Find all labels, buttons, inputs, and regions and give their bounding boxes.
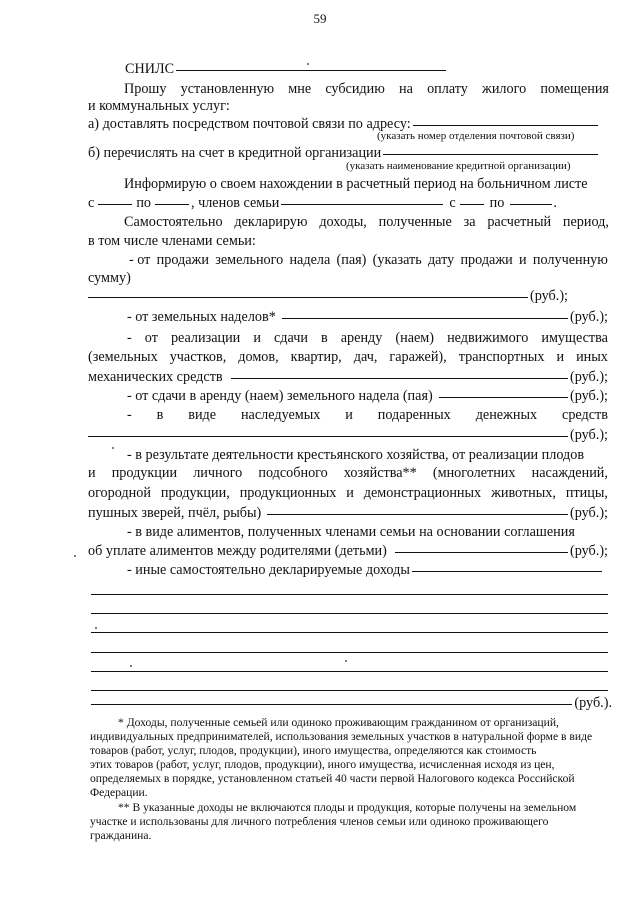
sick-leave-line-1: Информирую о своем нахождении в расчетный период на больничном листе: [124, 176, 588, 192]
land-plots-amount-field[interactable]: [282, 317, 568, 319]
blank-line-2[interactable]: [91, 613, 608, 614]
blank-line-4[interactable]: [91, 652, 608, 653]
snils-row: [125, 62, 448, 76]
declare-line-1: Самостоятельно декларирую доходы, полученные за расчетный период,: [124, 214, 609, 230]
scan-speck: [130, 665, 132, 667]
sick-to-field[interactable]: [155, 203, 189, 205]
option-b-label: б) перечислять на счет в кредитной организации: [88, 145, 382, 161]
family-members-field[interactable]: [281, 203, 443, 205]
footnote-1-line-6: Федерации.: [90, 786, 148, 799]
scan-speck: [95, 627, 97, 629]
option-a-label: а) доставлять посредством почтовой связи по адресу:: [88, 116, 411, 132]
alimony-row: об уплате алиментов между родителями (детьми) (руб.);: [88, 543, 608, 559]
option-b-row: [88, 146, 600, 160]
realty-line-2: (земельных участков, домов, квартир, дач, гаражей), транспортных и иных: [88, 349, 608, 365]
scan-speck: [74, 555, 76, 557]
rent-plot-amount-field[interactable]: [439, 396, 568, 398]
farm-line-2: и продукции личного подсобного хозяйства** (многолетних насаждений,: [88, 465, 608, 481]
other-income-row: - иные самостоятельно декларируемые доходы: [127, 563, 604, 577]
sick-leave-row: с по , членов семьи с по .: [88, 195, 557, 211]
footnote-1-line-5: определяемых в порядке, установленном статьей 40 части первой Налогового кодекса Российской: [90, 772, 575, 785]
footnote-2-line-2: участке и использованы для личного потребления членов семьи или одиноко проживающего: [90, 815, 549, 828]
footnote-2-line-1: ** В указанные доходы не включаются плоды и продукция, которые получены на земельном: [118, 801, 577, 814]
final-amount-field[interactable]: [91, 703, 572, 705]
rent-plot-row: - от сдачи в аренду (наем) земельного надела (пая) (руб.);: [127, 388, 608, 404]
footnote-1-line-1: * Доходы, полученные семьей или одиноко проживающим гражданином от организаций,: [118, 716, 559, 729]
option-b-hint: (указать наименование кредитной организации): [346, 160, 571, 172]
land-sale-amount-field[interactable]: [88, 296, 528, 298]
blank-line-1[interactable]: [91, 594, 608, 595]
scan-speck: [345, 660, 347, 662]
footnote-1-line-4: этих товаров (работ, услуг, плодов, продукции), иного имущества, исчисленная исходя из цен,: [90, 758, 555, 771]
inherit-amount-field[interactable]: [88, 435, 568, 437]
blank-line-6[interactable]: [91, 690, 608, 691]
inherit-line-1: - в виде наследуемых и подаренных денежных средств: [127, 407, 608, 423]
alimony-amount-field[interactable]: [395, 551, 568, 553]
realty-row: механических средств (руб.);: [88, 369, 608, 385]
members-from-field[interactable]: [460, 203, 484, 205]
inherit-amount-row: (руб.);: [88, 428, 608, 442]
request-line-2: и коммунальных услуг:: [88, 98, 230, 114]
footnote-2-line-3: гражданина.: [90, 829, 152, 842]
scan-speck: [307, 63, 309, 65]
final-amount-row: (руб.).: [91, 696, 612, 710]
farm-amount-field[interactable]: [267, 513, 568, 515]
realty-line-1: - от реализации и сдачи в аренду (наем) недвижимого имущества: [127, 330, 608, 346]
land-sale-amount-row: (руб.);: [88, 289, 568, 303]
snils-label: СНИЛС: [125, 61, 175, 77]
land-sale-line-1: - от продажи земельного надела (пая) (указать дату продажи и полученную: [129, 252, 608, 268]
postal-address-field[interactable]: [413, 124, 598, 126]
alimony-line-1: - в виде алиментов, полученных членами семьи на основании соглашения: [127, 524, 575, 540]
scan-speck: [112, 447, 114, 449]
land-sale-line-2: сумму): [88, 270, 131, 286]
other-income-field[interactable]: [412, 570, 602, 572]
blank-line-5[interactable]: [91, 671, 608, 672]
blank-line-3[interactable]: [91, 632, 608, 633]
farm-line-1: - в результате деятельности крестьянского хозяйства, от реализации плодов: [127, 447, 585, 463]
members-to-field[interactable]: [510, 203, 552, 205]
snils-field[interactable]: [176, 69, 446, 71]
land-plots-row: - от земельных наделов* (руб.);: [127, 309, 608, 325]
declare-line-2: в том числе членами семьи:: [88, 233, 256, 249]
credit-org-field[interactable]: [383, 153, 598, 155]
sick-from-field[interactable]: [98, 203, 132, 205]
footnote-1-line-3: товаров (работ, услуг, плодов, продукции), иного имущества, определяются как стоимость: [90, 744, 537, 757]
option-a-hint: (указать номер отделения почтовой связи): [377, 130, 575, 142]
footnote-1-line-2: индивидуальных предпринимателей, использования земельных участков в натуральной форме в виде: [90, 730, 593, 743]
farm-line-3: огородной продукции, продукционных и демонстрационных животных, птицы,: [88, 485, 608, 501]
page-number: 59: [313, 11, 327, 26]
realty-amount-field[interactable]: [231, 377, 568, 379]
farm-row: пушных зверей, пчёл, рыбы) (руб.);: [88, 505, 608, 521]
request-line-1: Прошу установленную мне субсидию на оплату жилого помещения: [124, 81, 609, 97]
